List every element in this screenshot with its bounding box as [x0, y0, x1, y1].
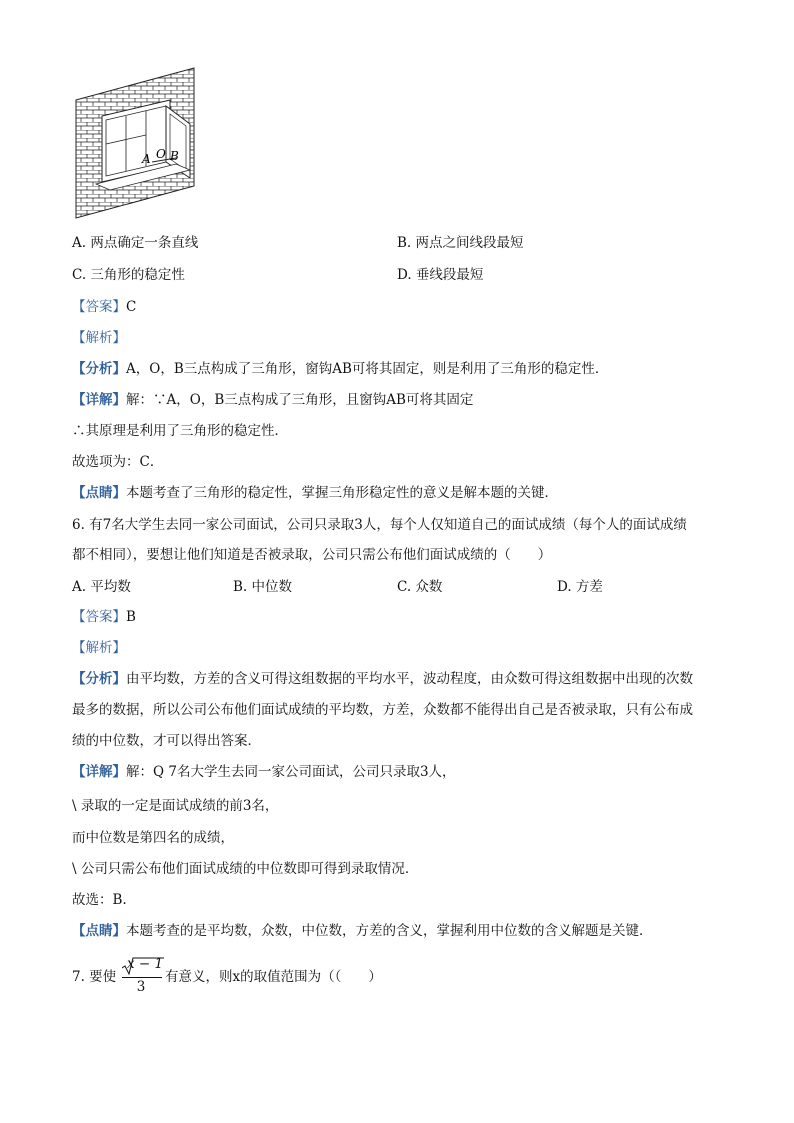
- analysis-tag: 【解析】: [72, 330, 126, 346]
- q6-option-b: B. 中位数: [233, 579, 293, 595]
- q7-fraction: [118, 956, 164, 1000]
- q5-answer: [72, 297, 136, 317]
- q6-answer: [72, 607, 136, 627]
- q6-stem-line-2: 都不相同），要想让他们知道是否被录取，公司只需公布他们面试成绩的（ ）: [72, 547, 552, 563]
- label-a: A: [142, 152, 151, 166]
- fenxi-tag: 【分析】: [72, 671, 126, 687]
- q6-fenxi: [72, 669, 693, 689]
- q5-fenxi: [72, 359, 608, 379]
- q6-xiangjie-line-2: \ 录取的一定是面试成绩的前3名，: [72, 798, 279, 814]
- q6-option-c: C. 众数: [397, 579, 443, 595]
- q6-analysis-heading: [72, 638, 126, 658]
- q7-suffix: 有意义，则x的取值范围为（（ ）: [165, 969, 382, 985]
- window-wall-figure: [72, 66, 202, 222]
- answer-value: B: [126, 609, 136, 625]
- dianjing-text: 本题考查的是平均数，众数，中位数，方差的含义，掌握利用中位数的含义解题是关键．: [126, 923, 653, 939]
- fenxi-text: A，O，B三点构成了三角形，窗钩AB可将其固定，则是利用了三角形的稳定性．: [126, 361, 609, 377]
- fenxi-tag: 【分析】: [72, 361, 126, 377]
- answer-tag: 【答案】: [72, 299, 126, 315]
- q5-option-b: B. 两点之间线段最短: [397, 235, 524, 251]
- fraction-bar: [122, 977, 162, 978]
- q6-xiangjie-line-3: 而中位数是第四名的成绩，: [72, 830, 234, 846]
- label-o: O: [156, 147, 166, 161]
- q6-xiangjie: [72, 762, 456, 782]
- answer-tag: 【答案】: [72, 609, 126, 625]
- q6-option-a: A. 平均数: [72, 579, 131, 595]
- q6-dianjing: [72, 921, 653, 941]
- q5-analysis-heading: [72, 328, 126, 348]
- xiangjie-tag: 【详解】: [72, 764, 126, 780]
- dianjing-tag: 【点睛】: [72, 923, 126, 939]
- q6-fenxi-line-2: 最多的数据，所以公司公布他们面试成绩的平均数，方差，众数都不能得出自己是否被录取，只有公布成: [72, 702, 693, 718]
- q6-stem-line-1: 6. 有7名大学生去同一家公司面试，公司只录取3人，每个人仅知道自己的面试成绩（每个人的面试成绩: [72, 517, 687, 533]
- q6-option-d: D. 方差: [557, 579, 603, 595]
- q5-option-d: D. 垂线段最短: [397, 267, 484, 283]
- q5-xiangjie-line-3: 故选项为：C．: [72, 454, 164, 470]
- q5-xiangjie-line-2: ∴其原理是利用了三角形的稳定性．: [72, 423, 288, 439]
- fenxi-text: 由平均数，方差的含义可得这组数据的平均水平，波动程度，由众数可得这组数据中出现的次数: [126, 671, 693, 687]
- xiangjie-text: 解：∵A，O，B三点构成了三角形，且窗钩AB可将其固定: [126, 392, 474, 408]
- answer-value: C: [126, 299, 137, 315]
- xiangjie-tag: 【详解】: [72, 392, 126, 408]
- q7-prefix: 7. 要使: [72, 969, 117, 985]
- label-b: B: [170, 149, 179, 163]
- q5-xiangjie: [72, 390, 473, 410]
- q6-fenxi-line-3: 绩的中位数，才可以得出答案．: [72, 733, 261, 749]
- q7-denominator: 3: [136, 979, 146, 995]
- q6-xiangjie-line-4: \ 公司只需公布他们面试成绩的中位数即可得到录取情况．: [72, 861, 419, 877]
- q7-numerator: x − 1: [126, 956, 164, 972]
- xiangjie-text: 解：Q 7名大学生去同一家公司面试，公司只录取3人，: [126, 764, 456, 780]
- dianjing-text: 本题考查了三角形的稳定性，掌握三角形稳定性的意义是解本题的关键．: [126, 485, 558, 501]
- q5-option-a: A. 两点确定一条直线: [72, 235, 199, 251]
- q5-dianjing: [72, 483, 558, 503]
- q6-xiangjie-line-5: 故选：B.: [72, 892, 127, 908]
- q5-option-c: C. 三角形的稳定性: [72, 267, 185, 283]
- dianjing-tag: 【点睛】: [72, 485, 126, 501]
- analysis-tag: 【解析】: [72, 640, 126, 656]
